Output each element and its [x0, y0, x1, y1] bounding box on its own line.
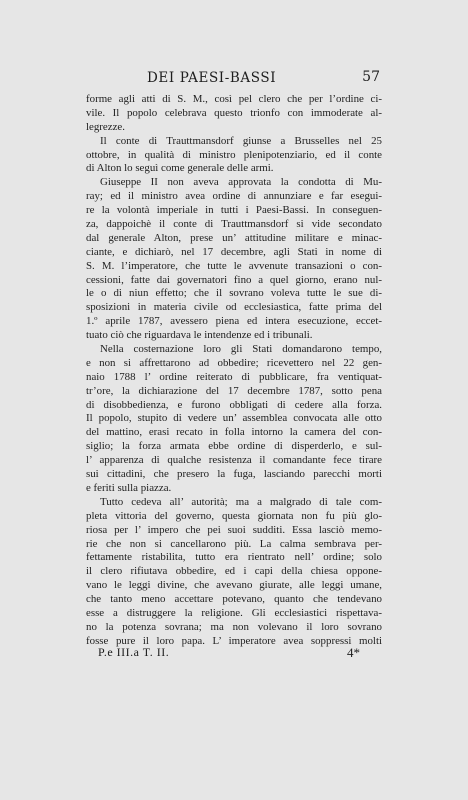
text-line: sui cittadini, che presero la fuga, lasciando parecchi morti [86, 468, 382, 481]
text-line: Giuseppe II non aveva approvata la condotta di Mu- [100, 176, 382, 189]
text-line: ray; ed il ministro avea ordine di annunziare e far esegui- [86, 190, 382, 203]
text-line: siglio; la forza armata ebbe ordine di disperderlo, e sul- [86, 440, 382, 453]
text-line: e non si affrettarono ad obbedire; ricevettero nel 22 gen- [86, 356, 382, 369]
page-number: 57 [362, 69, 380, 85]
text-line: 1.º aprile 1787, avessero piena ed intera esecuzione, eccet- [86, 315, 382, 328]
text-line: re la volontà imperiale in tutti i Paesi-Bassi. In conseguen- [86, 204, 382, 217]
running-title: DEI PAESI-BASSI [147, 70, 277, 86]
text-line: Nella costernazione loro gli Stati domandarono tempo, [100, 343, 382, 356]
text-line: le o di niun effetto; che il sovrano voleva tutte le sue di- [86, 287, 382, 300]
signature-mark: P.e III.a T. II. [98, 645, 170, 659]
text-line: ciante, e dichiarò, nel 17 decembre, agli Stati in nome di [86, 245, 382, 258]
text-line: e feriti sulla piazza. [86, 481, 172, 494]
sheet-mark: 4* [347, 645, 360, 660]
text-line: cessioni, fatte dai governatori fino a quel giorno, erano nul- [86, 273, 382, 286]
text-line: l’ apparenza di qualche resistenza il comandante fece tirare [86, 454, 382, 467]
text-line: esse a distruggere la religione. Gli ecclesiastici rispettava- [86, 606, 382, 619]
text-line: tr’ore, la dichiarazione del 17 decembre 1787, sotto pena [86, 384, 382, 397]
text-line: il clero rifiutava obbedire, ed i capi della chiesa oppone- [86, 565, 382, 578]
text-line: rie che non si cancellarono più. La calma sembrava per- [86, 537, 382, 550]
text-line: ottobre, in qualità di ministro plenipotenziario, ed il conte [86, 148, 382, 161]
text-line: sposizioni in materia civile od ecclesiastica, fatte prima del [86, 301, 382, 314]
text-line: fosse pure il loro papa. L’ imperatore avea soppressi molti [86, 634, 382, 647]
text-line: S. M. l’imperatore, che tutte le avvenute transazioni o con- [86, 259, 382, 272]
text-line: no la potenza sovrana; ma non volevano il loro sovrano [86, 620, 382, 633]
text-line: za, dappoichè il conte di Trauttmansdorf si vide secondato [86, 218, 382, 231]
text-line: Tutto cedeva all’ autorità; ma a malgrado di tale com- [100, 495, 382, 508]
text-line: vile. Il popolo celebrava questo trionfo con immoderate al- [86, 106, 382, 119]
text-line: fettamente ristabilita, tutto era rientrato nell’ ordine; solo [86, 551, 382, 564]
text-line: Il popolo, stupito di vedere un’ assemblea convocata alle otto [86, 412, 382, 425]
text-line: di disobbedienza, e furono obbligati di cedere alla forza. [86, 398, 382, 411]
text-line: di Alton lo seguì come generale delle armi. [86, 162, 274, 175]
text-line: forme agli atti di S. M., così pel clero che per l’ordine ci- [86, 93, 382, 105]
text-line: riosa per l’ impero che pei suoi sudditi. Essa lasciò memo- [86, 523, 382, 536]
running-head [0, 70, 468, 90]
text-line: dal generale Alton, prese un’ attitudine militare e minac- [86, 231, 382, 244]
page-footer [0, 645, 468, 663]
text-line: del mattino, erasi recato in folla intorno la camera del con- [86, 426, 382, 439]
text-line: tuato ciò che riguardava le intendenze ed i tribunali. [86, 329, 313, 342]
text-line: Il conte di Trauttmansdorf giunse a Brusselles nel 25 [100, 134, 382, 147]
body-text [86, 93, 382, 649]
text-line: pleta vittoria del governo, questa giornata non fu più glo- [86, 509, 382, 522]
text-line: vano le leggi divine, che avevano giurate, alle leggi umane, [86, 579, 382, 592]
text-line: che tanto meno accettare potevano, quanto che tendevano [86, 593, 382, 606]
text-line: legrezze. [86, 120, 125, 133]
text-line: naio 1788 l’ ordine reiterato di pubblicare, fra ventiquat- [86, 370, 382, 383]
